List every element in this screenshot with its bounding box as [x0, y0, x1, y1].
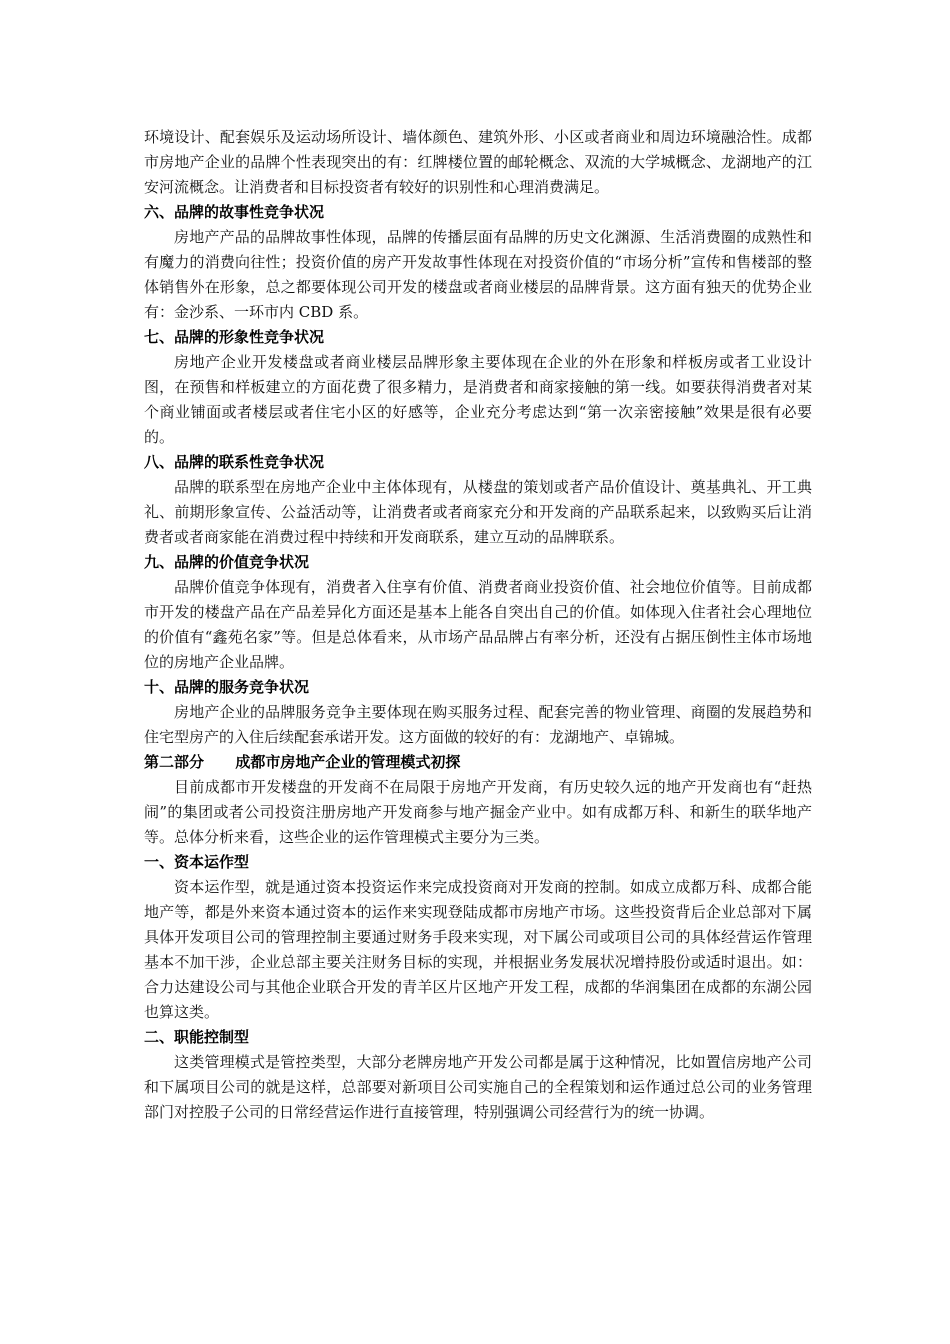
- document-body: [144, 125, 812, 1125]
- heading-section-8: 八、品牌的联系性竞争状况: [144, 453, 325, 471]
- heading-section-9: 九、品牌的价值竞争状况: [144, 553, 310, 571]
- paragraph-functional-control: 这类管理模式是管控类型，大部分老牌房地产开发公司都是属于这种情况，比如置信房地产公司和下属项目公司的就是这样，总部要对新项目公司实施自己的全程策划和运作通过总公司的业务管理部门对控股子公司的日常经营运作进行直接管理，特别强调公司经营行为的统一协调。: [144, 1053, 812, 1121]
- heading-part-2: 第二部分 成都市房地产企业的管理模式初探: [144, 753, 461, 771]
- heading-section-6: 六、品牌的故事性竞争状况: [144, 203, 325, 221]
- paragraph-part-2-intro: 目前成都市开发楼盘的开发商不在局限于房地产开发商，有历史较久远的地产开发商也有“赶热闹”的集团或者公司投资注册房地产开发商参与地产掘金产业中。如有成都万科、和新生的联华地产等。总体分析来看，这些企业的运作管理模式主要分为三类。: [144, 778, 812, 846]
- heading-section-7: 七、品牌的形象性竞争状况: [144, 328, 325, 346]
- paragraph-section-8: 品牌的联系型在房地产企业中主体体现有，从楼盘的策划或者产品价值设计、奠基典礼、开工典礼、前期形象宣传、公益活动等，让消费者或者商家充分和开发商的产品联系起来，以致购买后让消费者或者商家能在消费过程中持续和开发商联系，建立互动的品牌联系。: [144, 478, 812, 546]
- paragraph-section-7: 房地产企业开发楼盘或者商业楼层品牌形象主要体现在企业的外在形象和样板房或者工业设计图，在预售和样板建立的方面花费了很多精力，是消费者和商家接触的第一线。如要获得消费者对某个商业铺面或者楼层或者住宅小区的好感等，企业充分考虑达到“第一次亲密接触”效果是很有必要的。: [144, 353, 812, 446]
- paragraph-environment-design: 环境设计、配套娱乐及运动场所设计、墙体颜色、建筑外形、小区或者商业和周边环境融洽性。成都市房地产企业的品牌个性表现突出的有：红牌楼位置的邮轮概念、双流的大学城概念、龙湖地产的江安河流概念。让消费者和目标投资者有较好的识别性和心理消费满足。: [144, 128, 812, 196]
- heading-functional-control: 二、职能控制型: [144, 1028, 250, 1046]
- paragraph-section-9: 品牌价值竞争体现有，消费者入住享有价值、消费者商业投资价值、社会地位价值等。目前成都市开发的楼盘产品在产品差异化方面还是基本上能各自突出自己的价值。如体现入住者社会心理地位的价值有“鑫苑名家”等。但是总体看来，从市场产品品牌占有率分析，还没有占据压倒性主体市场地位的房地产企业品牌。: [144, 578, 812, 671]
- heading-capital-operation: 一、资本运作型: [144, 853, 250, 871]
- heading-section-10: 十、品牌的服务竞争状况: [144, 678, 310, 696]
- paragraph-section-6: 房地产产品的品牌故事性体现，品牌的传播层面有品牌的历史文化渊源、生活消费圈的成熟性和有魔力的消费向往性；投资价值的房产开发故事性体现在对投资价值的“市场分析”宣传和售楼部的整体销售外在形象，总之都要体现公司开发的楼盘或者商业楼层的品牌背景。这方面有独天的优势企业有：金沙系、一环市内 CBD 系。: [144, 228, 812, 321]
- paragraph-capital-operation: 资本运作型，就是通过资本投资运作来完成投资商对开发商的控制。如成立成都万科、成都合能地产等，都是外来资本通过资本的运作来实现登陆成都市房地产市场。这些投资背后企业总部对下属具体开发项目公司的管理控制主要通过财务手段来实现，对下属公司或项目公司的具体经营运作管理基本不加干涉，企业总部主要关注财务目标的实现，并根据业务发展状况增持股份或适时退出。如：合力达建设公司与其他企业联合开发的青羊区片区地产开发工程，成都的华润集团在成都的东湖公园也算这类。: [144, 878, 812, 1021]
- paragraph-section-10: 房地产企业的品牌服务竞争主要体现在购买服务过程、配套完善的物业管理、商圈的发展趋势和住宅型房产的入住后续配套承诺开发。这方面做的较好的有：龙湖地产、卓锦城。: [144, 703, 812, 746]
